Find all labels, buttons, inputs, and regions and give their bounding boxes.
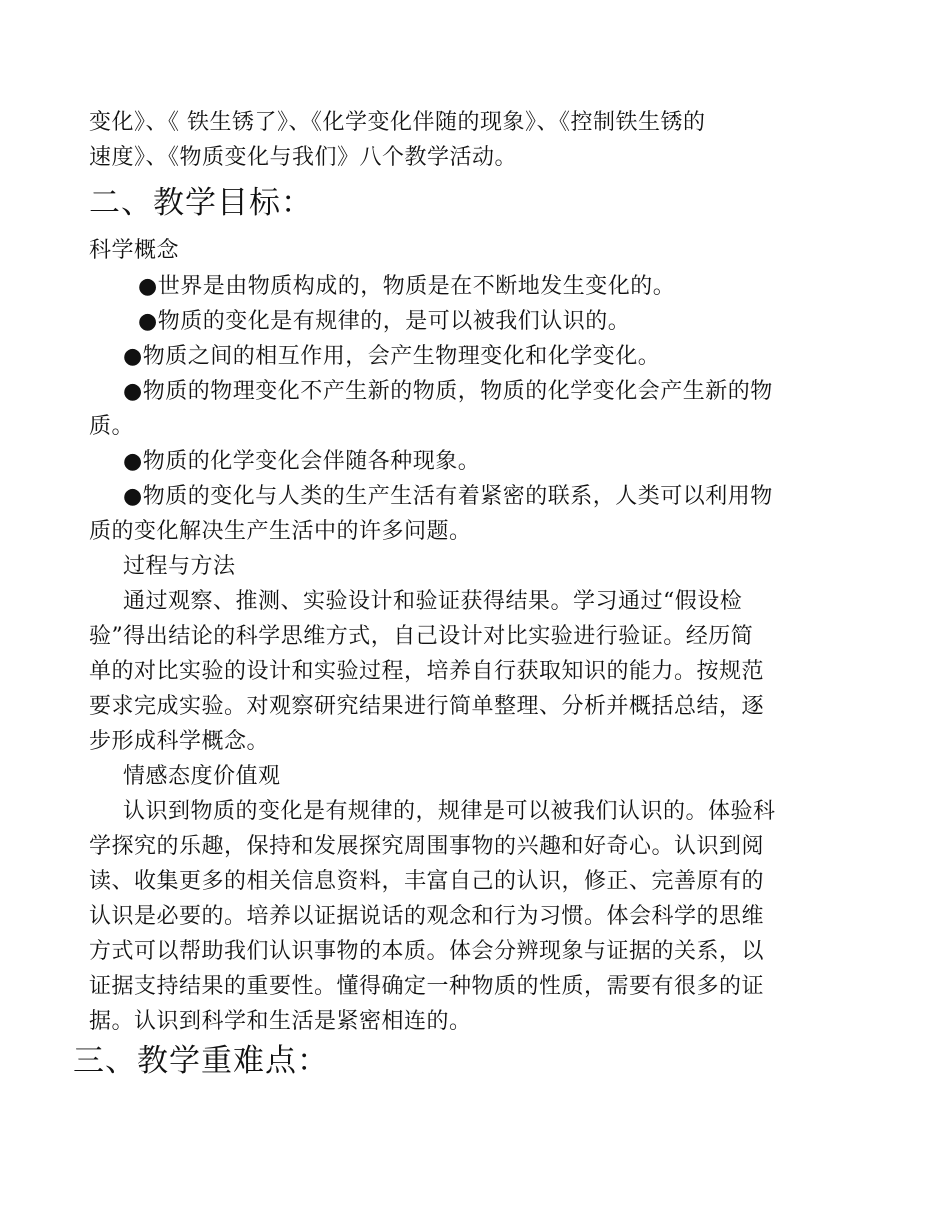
paragraph-line: 认识是必要的。培养以证据说话的观念和行为习惯。体会科学的思维 (89, 904, 765, 929)
paragraph-line: 证据支持结果的重要性。懂得确定一种物质的性质，需要有很多的证 (89, 974, 765, 999)
bullet-item: ●物质的变化与人类的生产生活有着紧密的联系，人类可以利用物 (123, 484, 773, 509)
paragraph-line: 通过观察、推测、实验设计和验证获得结果。学习通过“假设检 (123, 589, 743, 614)
attitude-title: 情感态度价值观 (123, 764, 281, 789)
bullet-item: ●物质之间的相互作用，会产生物理变化和化学变化。 (123, 344, 661, 369)
bullet-item: ●物质的化学变化会伴随各种现象。 (123, 449, 481, 474)
bullet-item: ●世界是由物质构成的，物质是在不断地发生变化的。 (138, 274, 676, 299)
paragraph-line: 读、收集更多的相关信息资料，丰富自己的认识，修正、完善原有的 (89, 869, 765, 894)
paragraph-line: 据。认识到科学和生活是紧密相连的。 (89, 1009, 472, 1034)
paragraph-line: 验”得出结论的科学思维方式，自己设计对比实验进行验证。经历简 (89, 624, 754, 649)
intro-line-1: 变化》、《 铁生锈了》、《化学变化伴随的现象》、《控制铁生锈的 (89, 110, 706, 135)
paragraph-line: 单的对比实验的设计和实验过程，培养自行获取知识的能力。按规范 (89, 659, 765, 684)
bullet-item: ●物质的物理变化不产生新的物质，物质的化学变化会产生新的物 (123, 379, 773, 404)
paragraph-line: 方式可以帮助我们认识事物的本质。体会分辨现象与证据的关系，以 (89, 939, 765, 964)
bullet-item-continuation: 质。 (89, 414, 135, 439)
paragraph-line: 认识到物质的变化是有规律的，规律是可以被我们认识的。体验科 (123, 799, 776, 824)
section-heading-objectives: 二、教学目标： (89, 185, 313, 221)
concept-title: 科学概念 (89, 238, 180, 263)
bullet-item-continuation: 质的变化解决生产生活中的许多问题。 (89, 519, 472, 544)
paragraph-line: 学探究的乐趣，保持和发展探究周围事物的兴趣和好奇心。认识到阅 (89, 834, 765, 859)
intro-line-2: 速度》、《物质变化与我们》八个教学活动。 (89, 145, 518, 170)
bullet-item: ●物质的变化是有规律的，是可以被我们认识的。 (138, 309, 631, 334)
section-heading-key-points: 三、教学重难点： (73, 1043, 329, 1079)
paragraph-line: 步形成科学概念。 (89, 729, 270, 754)
process-title: 过程与方法 (123, 554, 236, 579)
paragraph-line: 要求完成实验。对观察研究结果进行简单整理、分析并概括总结，逐 (89, 694, 765, 719)
